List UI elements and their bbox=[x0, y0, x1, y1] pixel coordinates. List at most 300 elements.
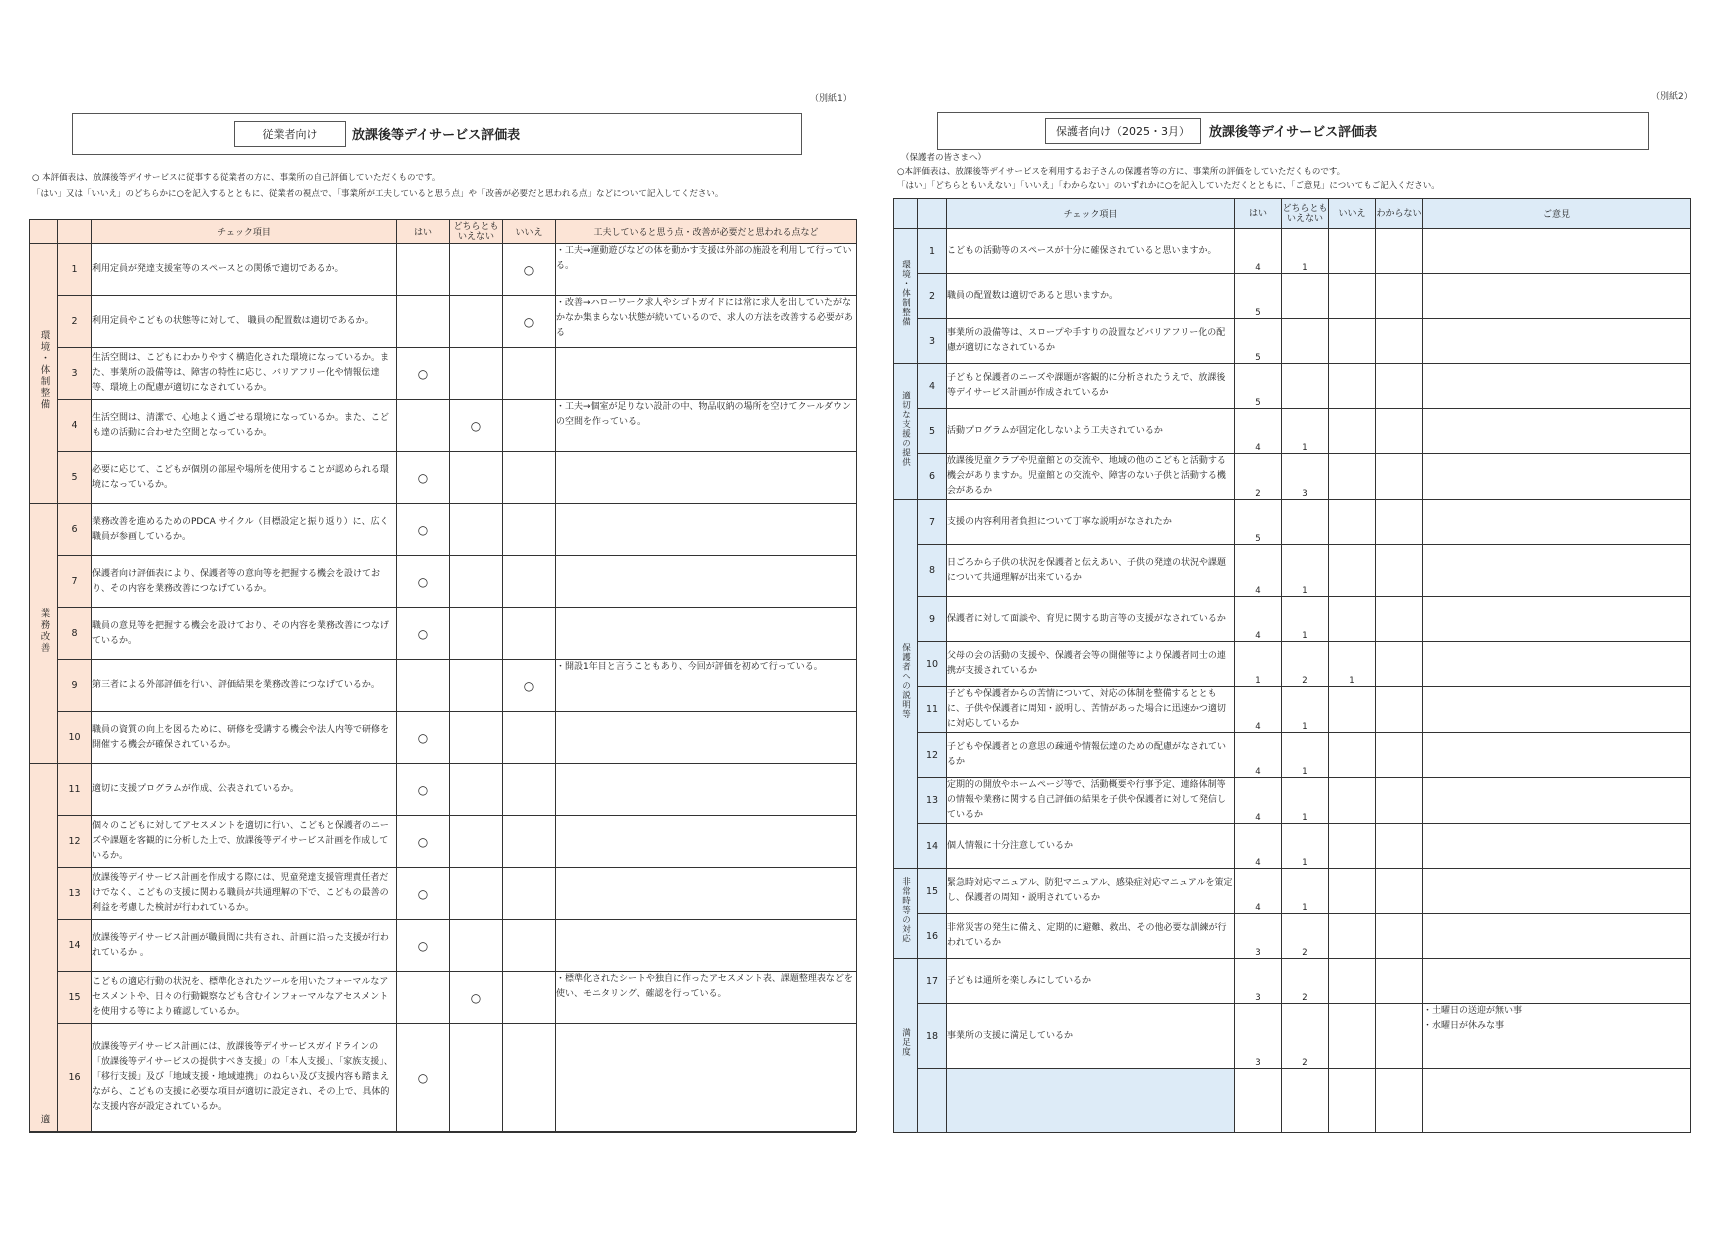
count-yes[interactable]: 5 bbox=[1235, 364, 1282, 409]
count-no[interactable] bbox=[1329, 500, 1376, 545]
table-row bbox=[894, 409, 1691, 454]
item-number: 5 bbox=[58, 452, 92, 504]
answer-no[interactable] bbox=[503, 712, 556, 764]
answer-neither[interactable] bbox=[450, 556, 503, 608]
header-yes: はい bbox=[397, 220, 450, 244]
answer-yes[interactable]: ○ bbox=[397, 348, 450, 400]
count-neither[interactable] bbox=[1282, 364, 1329, 409]
check-item-text: 第三者による外部評価を行い、評価結果を業務改善につなげているか。 bbox=[92, 660, 397, 712]
opinion-cell[interactable] bbox=[1423, 454, 1691, 500]
answer-neither[interactable] bbox=[450, 504, 503, 556]
check-item-text: 利用定員が発達支援室等のスペースとの関係で適切であるか。 bbox=[92, 244, 397, 296]
table-row bbox=[894, 229, 1691, 274]
check-item-text: 適切に支援プログラムが作成、公表されているか。 bbox=[92, 764, 397, 816]
check-item-text: 活動プログラムが固定化しないよう工夫されているか bbox=[947, 409, 1235, 454]
check-item-text: 放課後児童クラブや児童館との交流や、地域の他のこどもと活動する機会がありますか。児童館との交流や、障害のない子供と活動する機会があるか bbox=[947, 454, 1235, 500]
answer-neither[interactable] bbox=[450, 608, 503, 660]
table-row bbox=[894, 642, 1691, 687]
category-label: 環境・体制整備 bbox=[38, 330, 50, 411]
answer-yes[interactable]: ○ bbox=[397, 816, 450, 868]
header-neither: どちらともいえない bbox=[1282, 199, 1329, 229]
table-row bbox=[30, 608, 857, 660]
count-unknown[interactable] bbox=[1376, 597, 1423, 642]
attachment-label: （別紙1） bbox=[810, 94, 852, 104]
count-unknown[interactable] bbox=[1376, 642, 1423, 687]
answer-neither[interactable] bbox=[450, 712, 503, 764]
table-row bbox=[30, 296, 857, 348]
opinion-cell[interactable] bbox=[1423, 319, 1691, 364]
count-neither[interactable]: 1 bbox=[1282, 409, 1329, 454]
count-unknown[interactable] bbox=[1376, 914, 1423, 959]
parent-check-table bbox=[893, 198, 1691, 1133]
notes-cell[interactable]: ・工夫→運動遊びなどの体を動かす支援は外部の施設を利用して行っている。 bbox=[556, 244, 857, 296]
item-number: 15 bbox=[58, 972, 92, 1024]
category-cell bbox=[894, 364, 918, 500]
answer-yes[interactable] bbox=[397, 296, 450, 348]
count-yes[interactable]: 4 bbox=[1235, 733, 1282, 778]
count-yes[interactable]: 4 bbox=[1235, 229, 1282, 274]
answer-yes[interactable]: ○ bbox=[397, 868, 450, 920]
count-neither[interactable] bbox=[1282, 319, 1329, 364]
category-label: 満足度 bbox=[900, 1028, 911, 1057]
answer-neither[interactable] bbox=[450, 868, 503, 920]
count-no[interactable] bbox=[1329, 824, 1376, 869]
table-row bbox=[894, 364, 1691, 409]
table-row bbox=[894, 319, 1691, 364]
check-item-text: 子どもや保護者からの苦情について、対応の体制を整備するとともに、子供や保護者に周知・説明し、苦情があった場合に迅速かつ適切に対応しているか bbox=[947, 687, 1235, 733]
answer-yes[interactable] bbox=[397, 400, 450, 452]
table-row bbox=[30, 920, 857, 972]
item-number: 7 bbox=[58, 556, 92, 608]
count-unknown[interactable] bbox=[1376, 733, 1423, 778]
notes-cell[interactable] bbox=[556, 764, 857, 816]
intro-line-1: ○本評価表は、放課後等デイサービスを利用するお子さんの保護者等の方に、事業所の評価をしていただくものです。 bbox=[897, 167, 1346, 177]
notes-cell[interactable] bbox=[556, 504, 857, 556]
item-number: 7 bbox=[918, 500, 947, 545]
item-number: 16 bbox=[918, 914, 947, 959]
count-unknown[interactable] bbox=[1376, 959, 1423, 1004]
count-no[interactable] bbox=[1329, 454, 1376, 500]
item-number: 10 bbox=[918, 642, 947, 687]
header-no: いいえ bbox=[503, 220, 556, 244]
count-no[interactable] bbox=[1329, 869, 1376, 914]
check-item-text: 個々のこどもに対してアセスメントを適切に行い、こどもと保護者のニーズや課題を客観的に分析した上で、放課後等デイサービス計画を作成しているか。 bbox=[92, 816, 397, 868]
category-cell bbox=[30, 764, 58, 1132]
page-title: 放課後等デイサービス評価表 bbox=[1209, 125, 1378, 140]
item-number: 8 bbox=[58, 608, 92, 660]
check-item-text: 職員の資質の向上を図るために、研修を受講する機会や法人内等で研修を開催する機会が確保されているか。 bbox=[92, 712, 397, 764]
item-number: 5 bbox=[918, 409, 947, 454]
item-number: 4 bbox=[918, 364, 947, 409]
empty-cell bbox=[918, 1069, 947, 1133]
item-number: 6 bbox=[918, 454, 947, 500]
notes-cell[interactable]: ・工夫→個室が足りない設計の中、物品収納の場所を空けてクールダウンの空間を作っている。 bbox=[556, 400, 857, 452]
count-neither[interactable]: 2 bbox=[1282, 1004, 1329, 1069]
count-neither[interactable] bbox=[1282, 500, 1329, 545]
count-unknown[interactable] bbox=[1376, 778, 1423, 824]
table-row bbox=[30, 556, 857, 608]
check-item-text: 放課後等デイサービス計画を作成する際には、児童発達支援管理責任者だけでなく、こどもの支援に関わる職員が共通理解の下で、こどもの最善の利益を考慮した検討が行われているか。 bbox=[92, 868, 397, 920]
check-item-text: 子どもや保護者との意思の疎通や情報伝達のための配慮がなされているか bbox=[947, 733, 1235, 778]
count-neither[interactable]: 2 bbox=[1282, 642, 1329, 687]
answer-yes[interactable]: ○ bbox=[397, 556, 450, 608]
empty-cell bbox=[1329, 1069, 1376, 1133]
check-item-text: 事業所の設備等は、スロープや手すりの設置などバリアフリー化の配慮が適切になされているか bbox=[947, 319, 1235, 364]
answer-neither[interactable] bbox=[450, 660, 503, 712]
check-item-text: 放課後等デイサービス計画には、放課後等デイサービスガイドラインの「放課後等デイサービスの提供すべき支援」の「本人支援」、「家族支援」、「移行支援」及び「地域支援・地域連携」のねらい及び支援内容も踏まえながら、こどもの支援に必要な項目が適切に設定され、その上で、具体的な支援内容が設定されているか。 bbox=[92, 1024, 397, 1132]
count-neither[interactable]: 2 bbox=[1282, 914, 1329, 959]
table-row bbox=[894, 778, 1691, 824]
category-cell bbox=[894, 869, 918, 959]
count-no[interactable] bbox=[1329, 687, 1376, 733]
count-yes[interactable]: 4 bbox=[1235, 409, 1282, 454]
item-number: 1 bbox=[918, 229, 947, 274]
check-item-text: 個人情報に十分注意しているか bbox=[947, 824, 1235, 869]
opinion-cell[interactable] bbox=[1423, 642, 1691, 687]
check-item-text: 支援の内容利用者負担について丁寧な説明がなされたか bbox=[947, 500, 1235, 545]
count-yes[interactable]: 4 bbox=[1235, 778, 1282, 824]
notes-cell[interactable] bbox=[556, 816, 857, 868]
check-item-text: こどもの適応行動の状況を、標準化されたツールを用いたフォーマルなアセスメントや、日々の行動観察なども含むインフォーマルなアセスメントを使用する等により確認しているか。 bbox=[92, 972, 397, 1024]
count-unknown[interactable] bbox=[1376, 409, 1423, 454]
answer-no[interactable] bbox=[503, 452, 556, 504]
count-no[interactable] bbox=[1329, 545, 1376, 597]
check-item-text: 緊急時対応マニュアル、防犯マニュアル、感染症対応マニュアルを策定し、保護者の周知・説明されているか bbox=[947, 869, 1235, 914]
count-yes[interactable]: 4 bbox=[1235, 824, 1282, 869]
check-item-text: 放課後等デイサービス計画が職員間に共有され、計画に沿った支援が行われているか 。 bbox=[92, 920, 397, 972]
table-row bbox=[894, 959, 1691, 1004]
count-neither[interactable]: 1 bbox=[1282, 778, 1329, 824]
count-yes[interactable]: 3 bbox=[1235, 914, 1282, 959]
check-item-text: 事業所の支援に満足しているか bbox=[947, 1004, 1235, 1069]
opinion-cell[interactable] bbox=[1423, 545, 1691, 597]
table-row bbox=[894, 545, 1691, 597]
count-no[interactable] bbox=[1329, 733, 1376, 778]
answer-neither[interactable] bbox=[450, 920, 503, 972]
header-blank bbox=[894, 199, 918, 229]
answer-yes[interactable] bbox=[397, 660, 450, 712]
count-neither[interactable]: 1 bbox=[1282, 229, 1329, 274]
item-number: 13 bbox=[918, 778, 947, 824]
table-row bbox=[30, 348, 857, 400]
count-unknown[interactable] bbox=[1376, 364, 1423, 409]
answer-no[interactable] bbox=[503, 504, 556, 556]
header-yes: はい bbox=[1235, 199, 1282, 229]
header-opinion: ご意見 bbox=[1423, 199, 1691, 229]
count-yes[interactable]: 3 bbox=[1235, 1004, 1282, 1069]
check-item-text: 定期的の開放やホームページ等で、活動概要や行事予定、連絡体制等の情報や業務に関する自己評価の結果を子供や保護者に対して発信しているか bbox=[947, 778, 1235, 824]
intro-heading: （保護者の皆さまへ） bbox=[901, 153, 987, 163]
empty-cell bbox=[1282, 1069, 1329, 1133]
header-no: いいえ bbox=[1329, 199, 1376, 229]
table-row bbox=[894, 824, 1691, 869]
opinion-cell[interactable]: ・土曜日の送迎が無い事 ・水曜日が休みな事 bbox=[1423, 1004, 1691, 1069]
notes-cell[interactable] bbox=[556, 556, 857, 608]
count-no[interactable] bbox=[1329, 319, 1376, 364]
opinion-cell[interactable] bbox=[1423, 364, 1691, 409]
table-row bbox=[894, 914, 1691, 959]
table-row bbox=[30, 1024, 857, 1132]
answer-neither[interactable] bbox=[450, 816, 503, 868]
answer-no[interactable]: ○ bbox=[503, 296, 556, 348]
count-no[interactable] bbox=[1329, 914, 1376, 959]
item-number: 10 bbox=[58, 712, 92, 764]
count-no[interactable] bbox=[1329, 597, 1376, 642]
notes-cell[interactable] bbox=[556, 348, 857, 400]
header-notes: 工夫していると思う点・改善が必要だと思われる点など bbox=[556, 220, 857, 244]
opinion-cell[interactable] bbox=[1423, 229, 1691, 274]
count-neither[interactable]: 1 bbox=[1282, 545, 1329, 597]
intro-line-2: 「はい」又は「いいえ」のどちらかに○を記入するとともに、従業者の視点で、「事業所が工夫していると思う点」や「改善が必要だと思われる点」などについて記入してください。 bbox=[32, 189, 724, 199]
table-row bbox=[894, 454, 1691, 500]
opinion-cell[interactable] bbox=[1423, 274, 1691, 319]
check-item-text: こどもの活動等のスペースが十分に確保されていると思いますか。 bbox=[947, 229, 1235, 274]
check-item-text: 業務改善を進めるためのPDCA サイクル（目標設定と振り返り）に、広く職員が参画しているか。 bbox=[92, 504, 397, 556]
table-row bbox=[894, 733, 1691, 778]
count-yes[interactable]: 3 bbox=[1235, 959, 1282, 1004]
opinion-cell[interactable] bbox=[1423, 500, 1691, 545]
category-label: 非常時等の対応 bbox=[900, 877, 911, 944]
item-number: 11 bbox=[918, 687, 947, 733]
item-number: 17 bbox=[918, 959, 947, 1004]
count-unknown[interactable] bbox=[1376, 869, 1423, 914]
check-item-text: 保護者に対して面談や、育児に関する助言等の支援がなされているか bbox=[947, 597, 1235, 642]
count-yes[interactable]: 4 bbox=[1235, 545, 1282, 597]
opinion-cell[interactable] bbox=[1423, 778, 1691, 824]
answer-no[interactable]: ○ bbox=[503, 244, 556, 296]
answer-no[interactable] bbox=[503, 400, 556, 452]
answer-neither[interactable]: ○ bbox=[450, 400, 503, 452]
notes-cell[interactable] bbox=[556, 452, 857, 504]
count-yes[interactable]: 5 bbox=[1235, 319, 1282, 364]
intro-line-2: 「はい」「どちらともいえない」「いいえ」「わからない」のいずれかに○を記入していただくとともに、「ご意見」についてもご記入ください。 bbox=[897, 181, 1440, 191]
opinion-cell[interactable] bbox=[1423, 597, 1691, 642]
attachment-label: （別紙2） bbox=[1651, 92, 1693, 102]
header-unknown: わからない bbox=[1376, 199, 1423, 229]
table-row bbox=[30, 660, 857, 712]
check-item-text: 子どもは通所を楽しみにしているか bbox=[947, 959, 1235, 1004]
answer-neither[interactable] bbox=[450, 348, 503, 400]
opinion-cell[interactable] bbox=[1423, 409, 1691, 454]
header-neither: どちらともいえない bbox=[450, 220, 503, 244]
count-unknown[interactable] bbox=[1376, 454, 1423, 500]
table-row bbox=[30, 504, 857, 556]
item-number: 3 bbox=[918, 319, 947, 364]
answer-neither[interactable] bbox=[450, 244, 503, 296]
answer-yes[interactable]: ○ bbox=[397, 452, 450, 504]
count-unknown[interactable] bbox=[1376, 500, 1423, 545]
count-unknown[interactable] bbox=[1376, 319, 1423, 364]
item-number: 3 bbox=[58, 348, 92, 400]
notes-cell[interactable] bbox=[556, 920, 857, 972]
count-unknown[interactable] bbox=[1376, 274, 1423, 319]
answer-neither[interactable] bbox=[450, 1024, 503, 1132]
item-number: 12 bbox=[58, 816, 92, 868]
count-yes[interactable]: 4 bbox=[1235, 597, 1282, 642]
item-number: 2 bbox=[918, 274, 947, 319]
answer-neither[interactable]: ○ bbox=[450, 972, 503, 1024]
category-cell bbox=[894, 959, 918, 1133]
answer-no[interactable] bbox=[503, 816, 556, 868]
opinion-cell[interactable] bbox=[1423, 687, 1691, 733]
header-check-item: チェック項目 bbox=[92, 220, 397, 244]
category-label: 適切な支援の提供 bbox=[900, 390, 911, 467]
notes-cell[interactable] bbox=[556, 868, 857, 920]
count-unknown[interactable] bbox=[1376, 687, 1423, 733]
intro-line-1: ○ 本評価表は、放課後等デイサービスに従事する従業者の方に、事業所の自己評価していただくものです。 bbox=[32, 173, 441, 183]
table-row bbox=[30, 400, 857, 452]
count-unknown[interactable] bbox=[1376, 229, 1423, 274]
item-number: 11 bbox=[58, 764, 92, 816]
answer-no[interactable] bbox=[503, 868, 556, 920]
count-no[interactable] bbox=[1329, 364, 1376, 409]
check-item-text: 職員の意見等を把握する機会を設けており、その内容を業務改善につなげているか。 bbox=[92, 608, 397, 660]
count-neither[interactable]: 1 bbox=[1282, 687, 1329, 733]
count-yes[interactable]: 5 bbox=[1235, 500, 1282, 545]
notes-cell[interactable] bbox=[556, 712, 857, 764]
answer-no[interactable] bbox=[503, 972, 556, 1024]
answer-no[interactable] bbox=[503, 1024, 556, 1132]
count-no[interactable] bbox=[1329, 229, 1376, 274]
header-check-item: チェック項目 bbox=[947, 199, 1235, 229]
opinion-cell[interactable] bbox=[1423, 914, 1691, 959]
empty-cell bbox=[1423, 1069, 1691, 1133]
item-number: 2 bbox=[58, 296, 92, 348]
count-neither[interactable]: 2 bbox=[1282, 959, 1329, 1004]
answer-no[interactable] bbox=[503, 920, 556, 972]
item-number: 15 bbox=[918, 869, 947, 914]
count-neither[interactable]: 3 bbox=[1282, 454, 1329, 500]
count-no[interactable] bbox=[1329, 959, 1376, 1004]
notes-cell[interactable] bbox=[556, 608, 857, 660]
empty-row bbox=[894, 1069, 1691, 1133]
count-neither[interactable] bbox=[1282, 274, 1329, 319]
opinion-cell[interactable] bbox=[1423, 824, 1691, 869]
answer-yes[interactable]: ○ bbox=[397, 712, 450, 764]
empty-cell bbox=[947, 1069, 1235, 1133]
item-number: 14 bbox=[918, 824, 947, 869]
table-row bbox=[30, 452, 857, 504]
opinion-cell[interactable] bbox=[1423, 959, 1691, 1004]
check-item-text: 非常災害の発生に備え、定期的に避難、救出、その他必要な訓練が行われているか bbox=[947, 914, 1235, 959]
answer-yes[interactable] bbox=[397, 244, 450, 296]
count-no[interactable]: 1 bbox=[1329, 642, 1376, 687]
count-unknown[interactable] bbox=[1376, 545, 1423, 597]
table-row bbox=[894, 500, 1691, 545]
page-title: 放課後等デイサービス評価表 bbox=[352, 128, 521, 143]
table-row bbox=[30, 712, 857, 764]
notes-cell[interactable]: ・標準化されたシートや独自に作ったアセスメント表、課題整理表などを使い、モニタリング、確認を行っている。 bbox=[556, 972, 857, 1024]
check-item-text: 父母の会の活動の支援や、保護者会等の開催等により保護者同士の連携が支援されているか bbox=[947, 642, 1235, 687]
answer-no[interactable]: ○ bbox=[503, 660, 556, 712]
answer-yes[interactable]: ○ bbox=[397, 608, 450, 660]
category-cell bbox=[30, 504, 58, 764]
answer-yes[interactable] bbox=[397, 972, 450, 1024]
answer-yes[interactable]: ○ bbox=[397, 1024, 450, 1132]
category-cell bbox=[30, 244, 58, 504]
count-yes[interactable]: 4 bbox=[1235, 687, 1282, 733]
check-item-text: 保護者向け評価表により、保護者等の意向等を把握する機会を設けており、その内容を業務改善につなげているか。 bbox=[92, 556, 397, 608]
answer-yes[interactable]: ○ bbox=[397, 504, 450, 556]
table-row bbox=[30, 244, 857, 296]
answer-neither[interactable] bbox=[450, 764, 503, 816]
empty-cell bbox=[1235, 1069, 1282, 1133]
category-label: 保護者への説明等 bbox=[900, 643, 911, 719]
count-yes[interactable]: 5 bbox=[1235, 274, 1282, 319]
category-label: 環境・体制整備 bbox=[900, 259, 911, 327]
item-number: 18 bbox=[918, 1004, 947, 1069]
answer-no[interactable] bbox=[503, 608, 556, 660]
item-number: 16 bbox=[58, 1024, 92, 1132]
category-cell bbox=[894, 229, 918, 364]
table-row bbox=[30, 764, 857, 816]
item-number: 4 bbox=[58, 400, 92, 452]
count-neither[interactable]: 1 bbox=[1282, 824, 1329, 869]
answer-neither[interactable] bbox=[450, 296, 503, 348]
item-number: 8 bbox=[918, 545, 947, 597]
check-item-text: 職員の配置数は適切であると思いますか。 bbox=[947, 274, 1235, 319]
category-label: 業務改善 bbox=[38, 607, 50, 654]
count-no[interactable] bbox=[1329, 1004, 1376, 1069]
item-number: 12 bbox=[918, 733, 947, 778]
count-neither[interactable]: 1 bbox=[1282, 597, 1329, 642]
table-row bbox=[30, 868, 857, 920]
count-yes[interactable]: 1 bbox=[1235, 642, 1282, 687]
answer-no[interactable] bbox=[503, 348, 556, 400]
header-blank bbox=[30, 220, 58, 244]
check-item-text: 利用定員やこどもの状態等に対して、 職員の配置数は適切であるか。 bbox=[92, 296, 397, 348]
check-item-text: 生活空間は、こどもにわかりやすく構造化された環境になっているか。また、事業所の設備等は、障害の特性に応じ、バリアフリー化や情報伝達等、環境上の配慮が適切になされているか。 bbox=[92, 348, 397, 400]
check-item-text: 生活空間は、清潔で、心地よく過ごせる環境になっているか。また、こども達の活動に合わせた空間となっているか。 bbox=[92, 400, 397, 452]
staff-check-table bbox=[29, 219, 857, 1132]
count-no[interactable] bbox=[1329, 778, 1376, 824]
answer-yes[interactable]: ○ bbox=[397, 764, 450, 816]
target-label: 従業者向け bbox=[234, 121, 346, 147]
item-number: 1 bbox=[58, 244, 92, 296]
item-number: 14 bbox=[58, 920, 92, 972]
count-no[interactable] bbox=[1329, 409, 1376, 454]
check-item-text: 必要に応じて、こどもが個別の部屋や場所を使用することが認められる環境になっているか。 bbox=[92, 452, 397, 504]
count-unknown[interactable] bbox=[1376, 824, 1423, 869]
category-cell bbox=[894, 500, 918, 869]
table-row bbox=[894, 1004, 1691, 1069]
notes-cell[interactable] bbox=[556, 1024, 857, 1132]
count-yes[interactable]: 2 bbox=[1235, 454, 1282, 500]
header-number bbox=[918, 199, 947, 229]
target-label: 保護者向け（2025・3月） bbox=[1045, 118, 1201, 144]
notes-cell[interactable]: ・開設1年目と言うこともあり、今回が評価を初めて行っている。 bbox=[556, 660, 857, 712]
item-number: 6 bbox=[58, 504, 92, 556]
table-row bbox=[30, 972, 857, 1024]
count-unknown[interactable] bbox=[1376, 1004, 1423, 1069]
opinion-cell[interactable] bbox=[1423, 869, 1691, 914]
notes-cell[interactable]: ・改善→ハローワーク求人やシゴトガイドには常に求人を出していたがなかなか集まらない状態が続いているので、求人の方法を改善する必要がある bbox=[556, 296, 857, 348]
answer-no[interactable] bbox=[503, 764, 556, 816]
answer-yes[interactable]: ○ bbox=[397, 920, 450, 972]
answer-no[interactable] bbox=[503, 556, 556, 608]
item-number: 9 bbox=[58, 660, 92, 712]
count-no[interactable] bbox=[1329, 274, 1376, 319]
count-neither[interactable]: 1 bbox=[1282, 869, 1329, 914]
category-label: 適 bbox=[38, 1113, 50, 1125]
check-item-text: 日ごろから子供の状況を保護者と伝えあい、子供の発達の状況や課題について共通理解が出来ているか bbox=[947, 545, 1235, 597]
answer-neither[interactable] bbox=[450, 452, 503, 504]
opinion-cell[interactable] bbox=[1423, 733, 1691, 778]
count-neither[interactable]: 1 bbox=[1282, 733, 1329, 778]
count-yes[interactable]: 4 bbox=[1235, 869, 1282, 914]
table-row bbox=[894, 597, 1691, 642]
table-row bbox=[30, 816, 857, 868]
